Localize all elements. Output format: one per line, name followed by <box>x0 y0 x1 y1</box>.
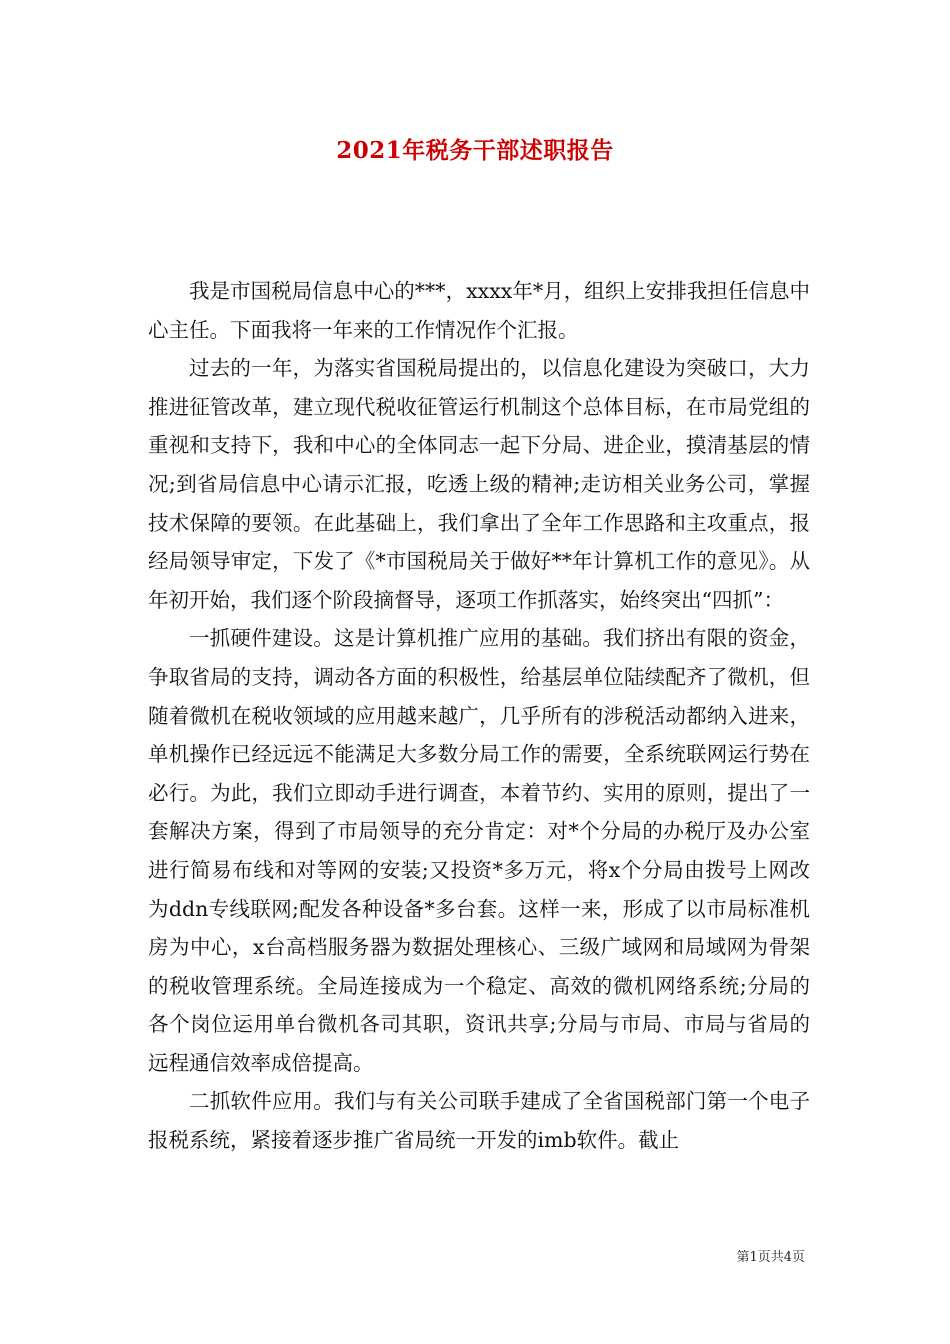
paragraph: 过去的一年，为落实省国税局提出的，以信息化建设为突破口，大力推进征管改革，建立现代税收征管运行机制这个总体目标，在市局党组的重视和支持下，我和中心的全体同志一起下分局、进企业，摸清基层的情况;到省局信息中心请示汇报，吃透上级的精神;走访相关业务公司，掌握技术保障的要领。在此基础上，我们拿出了全年工作思路和主攻重点，报经局领导审定，下发了《*市国税局关于做好**年计算机工作的意见》。从年初开始，我们逐个阶段摘督导，逐项工作抓落实，始终突出“四抓”： <box>148 356 810 612</box>
paragraph: 一抓硬件建设。这是计算机推广应用的基础。我们挤出有限的资金，争取省局的支持，调动各方面的积极性，给基层单位陆续配齐了微机，但随着微机在税收领域的应用越来越广，几乎所有的涉税活动都纳入进来，单机操作已经远远不能满足大多数分局工作的需要，全系统联网运行势在必行。为此，我们立即动手进行调查，本着节约、实用的原则，提出了一套解决方案，得到了市局领导的充分肯定：对*个分局的办税厅及办公室进行简易布线和对等网的安装;又投资*多万元，将x个分局由拨号上网改为ddn专线联网;配发各种设备*多台套。这样一来，形成了以市局标准机房为中心，x台高档服务器为数据处理核心、三级广域网和局域网为骨架的税收管理系统。全局连接成为一个稳定、高效的微机网络系统;分局的各个岗位运用单台微机各司其职，资讯共享;分局与市局、市局与省局的远程通信效率成倍提高。 <box>148 626 810 1075</box>
document-body <box>148 272 810 1160</box>
paragraph: 我是市国税局信息中心的***，xxxx年*月，组织上安排我担任信息中心主任。下面我将一年来的工作情况作个汇报。 <box>148 279 810 342</box>
paragraph: 二抓软件应用。我们与有关公司联手建成了全省国税部门第一个电子报税系统，紧接着逐步推广省局统一开发的imb软件。截止 <box>148 1089 810 1153</box>
page-number: 第1页共4页 <box>736 1250 805 1265</box>
document-title: 2021年税务干部述职报告 <box>336 137 614 164</box>
